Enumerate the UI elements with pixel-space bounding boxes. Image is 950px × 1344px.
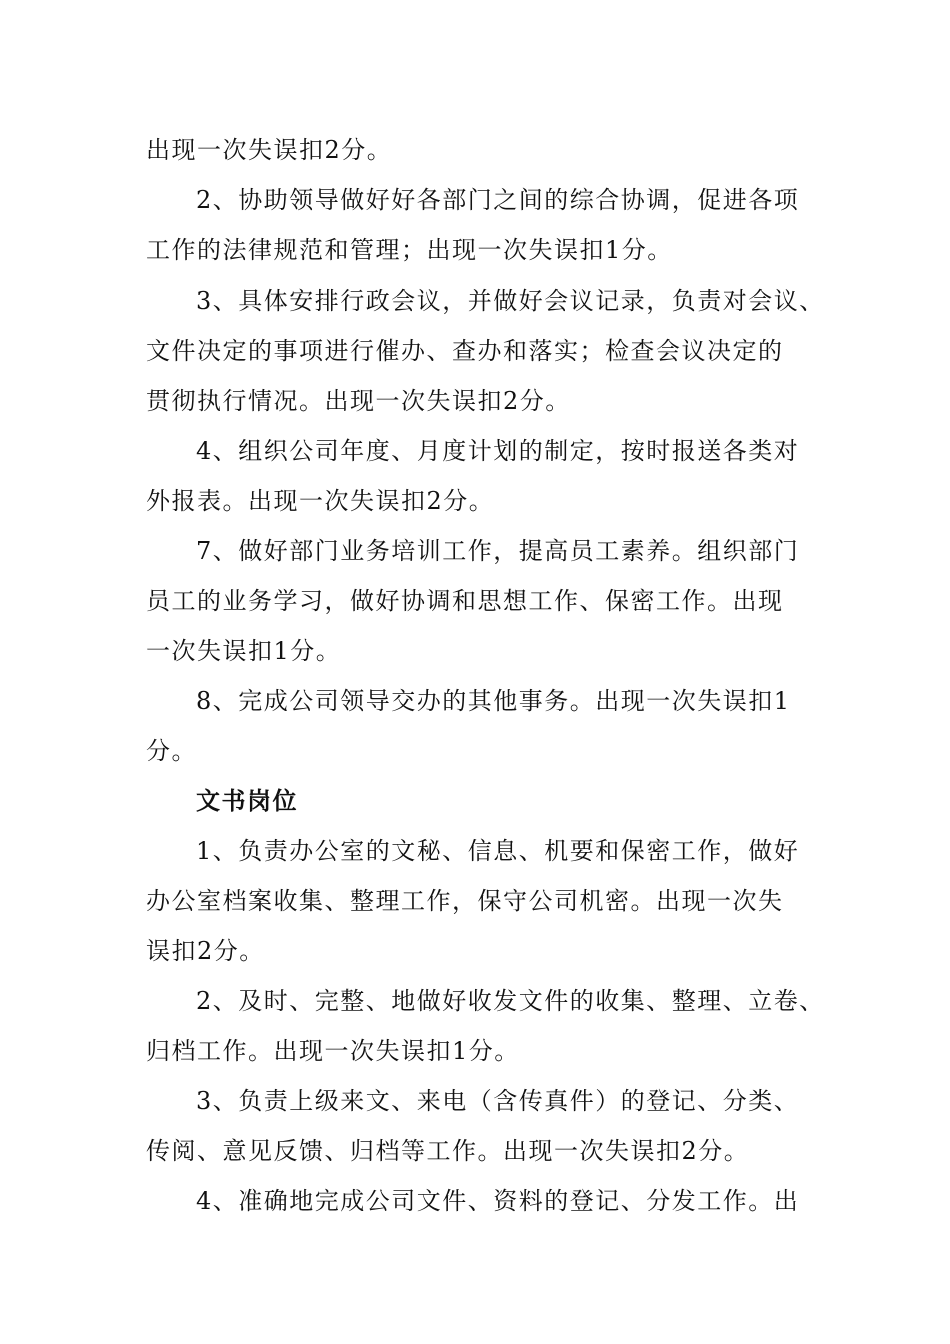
list-item-line: 4、准确地完成公司文件、资料的登记、分发工作。出 [196,1187,800,1215]
text-line: 工作的法律规范和管理；出现一次失误扣1分。 [146,236,673,264]
text-line: 员工的业务学习，做好协调和思想工作、保密工作。出现 [146,587,784,615]
text-line: 贯彻执行情况。出现一次失误扣2分。 [146,387,571,415]
list-item-line: 7、做好部门业务培训工作，提高员工素养。组织部门 [196,537,800,565]
list-item-line: 4、组织公司年度、月度计划的制定，按时报送各类对 [196,437,800,465]
list-item-line: 3、负责上级来文、来电（含传真件）的登记、分类、 [196,1087,800,1115]
text-line: 传阅、意见反馈、归档等工作。出现一次失误扣2分。 [146,1137,750,1165]
list-item-line: 1、负责办公室的文秘、信息、机要和保密工作，做好 [196,837,800,865]
text-line: 办公室档案收集、整理工作，保守公司机密。出现一次失 [146,887,784,915]
list-item-line: 8、完成公司领导交办的其他事务。出现一次失误扣1 [196,687,791,715]
text-line: 一次失误扣1分。 [146,637,342,665]
list-item-line: 3、具体安排行政会议，并做好会议记录，负责对会议、 [196,287,825,315]
list-item-line: 2、协助领导做好好各部门之间的综合协调，促进各项 [196,186,800,214]
text-line: 误扣2分。 [146,937,265,965]
text-line: 外报表。出现一次失误扣2分。 [146,487,495,515]
section-heading: 文书岗位 [196,786,298,815]
list-item-line: 2、及时、完整、地做好收发文件的收集、整理、立卷、 [196,987,825,1015]
text-line: 文件决定的事项进行催办、查办和落实；检查会议决定的 [146,337,784,365]
text-line: 出现一次失误扣2分。 [146,136,393,164]
text-line: 归档工作。出现一次失误扣1分。 [146,1037,520,1065]
text-line: 分。 [146,737,197,765]
